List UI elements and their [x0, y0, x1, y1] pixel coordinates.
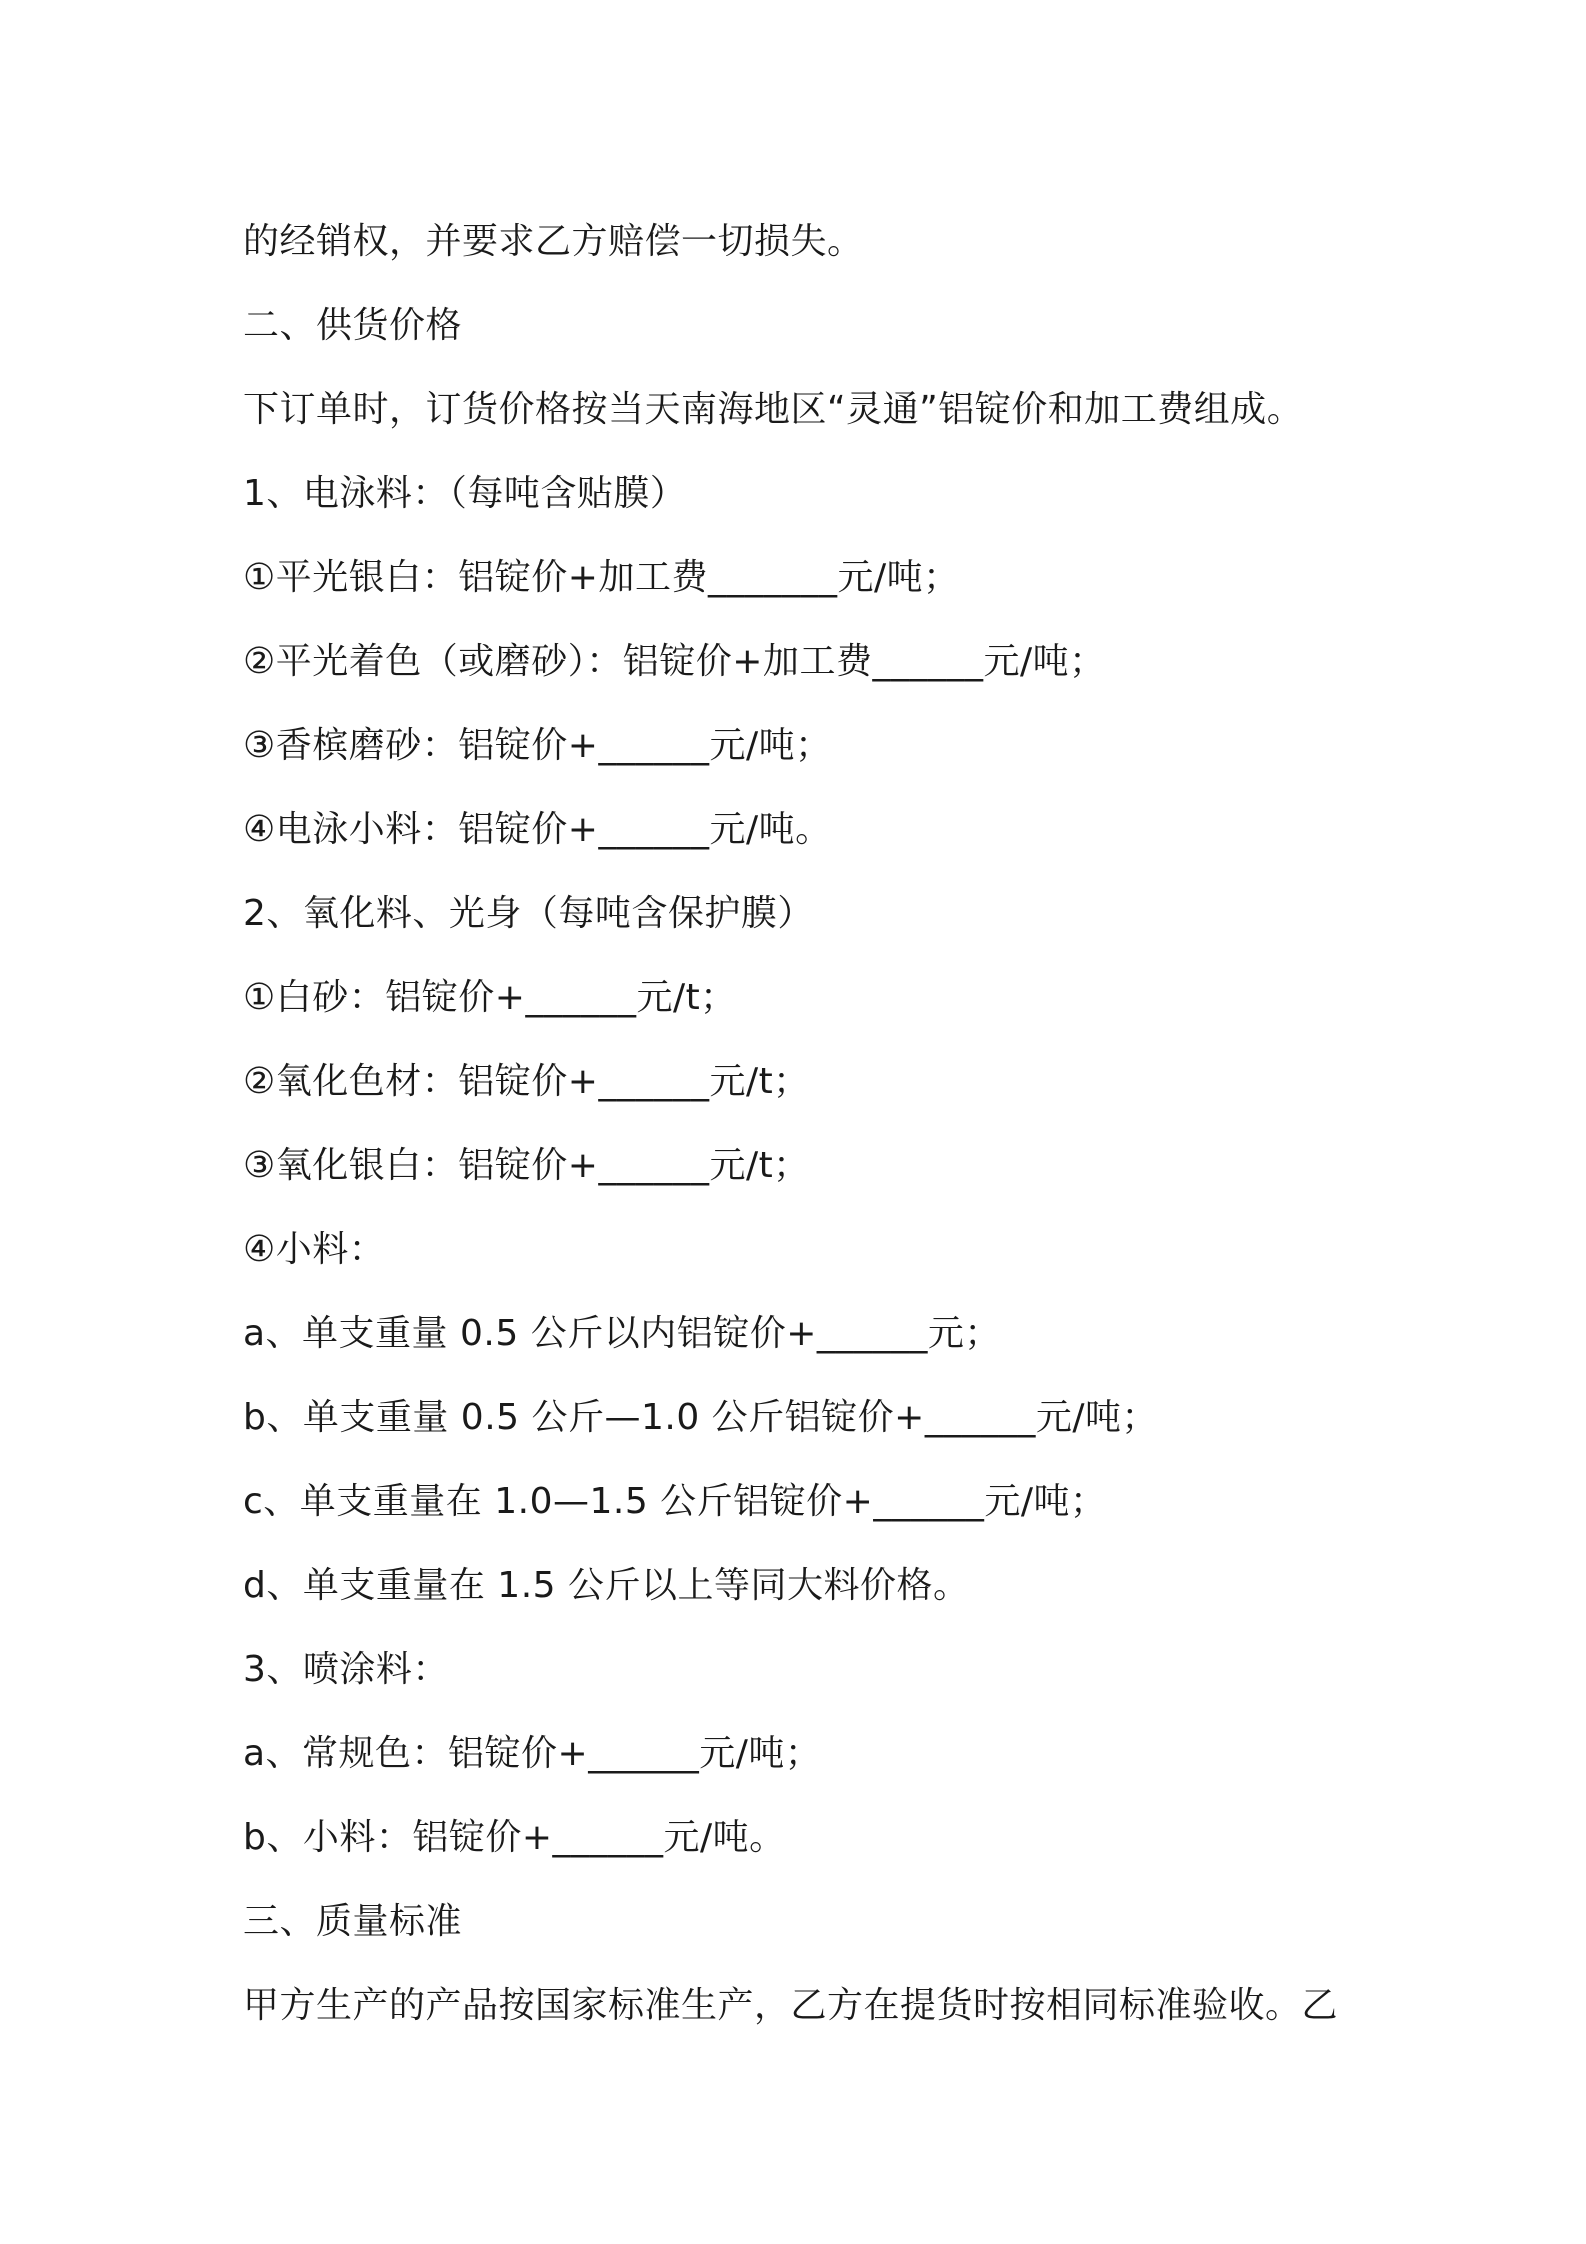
list-item: b、单支重量 0.5 公斤—1.0 公斤铝锭价+______元/吨； [243, 1397, 1158, 1438]
list-item: c、单支重量在 1.0—1.5 公斤铝锭价+______元/吨； [243, 1481, 1107, 1522]
list-item: b、小料：铝锭价+______元/吨。 [243, 1817, 786, 1858]
paragraph-line: 下订单时，订货价格按当天南海地区“灵通”铝锭价和加工费组成。 [243, 389, 1304, 430]
list-item: d、单支重量在 1.5 公斤以上等同大料价格。 [243, 1565, 970, 1606]
list-item: ③香槟磨砂：铝锭价+______元/吨； [243, 725, 832, 766]
paragraph-line: 甲方生产的产品按国家标准生产，乙方在提货时按相同标准验收。乙 [243, 1985, 1339, 2026]
paragraph-line: 的经销权，并要求乙方赔偿一切损失。 [243, 221, 864, 262]
list-item: ④小料： [243, 1229, 386, 1270]
subsection-heading-electrophoresis: 1、电泳料：（每吨含贴膜） [243, 473, 687, 514]
section-heading-supply-price: 二、供货价格 [243, 305, 463, 346]
list-item: ④电泳小料：铝锭价+______元/吨。 [243, 809, 832, 850]
list-item: ①平光银白：铝锭价+加工费_______元/吨； [243, 557, 960, 598]
list-item: ③氧化银白：铝锭价+______元/t； [243, 1145, 810, 1186]
list-item: ②氧化色材：铝锭价+______元/t； [243, 1061, 810, 1102]
list-item: ②平光着色（或磨砂）：铝锭价+加工费______元/吨； [243, 641, 1106, 682]
document-body [243, 200, 1393, 2048]
list-item: ①白砂：铝锭价+______元/t； [243, 977, 737, 1018]
list-item: a、单支重量 0.5 公斤以内铝锭价+______元； [243, 1313, 1001, 1354]
subsection-heading-spray: 3、喷涂料： [243, 1649, 449, 1690]
list-item: a、常规色：铝锭价+______元/吨； [243, 1733, 822, 1774]
subsection-heading-oxidation: 2、氧化料、光身（每吨含保护膜） [243, 893, 814, 934]
section-heading-quality-standard: 三、质量标准 [243, 1901, 463, 1942]
